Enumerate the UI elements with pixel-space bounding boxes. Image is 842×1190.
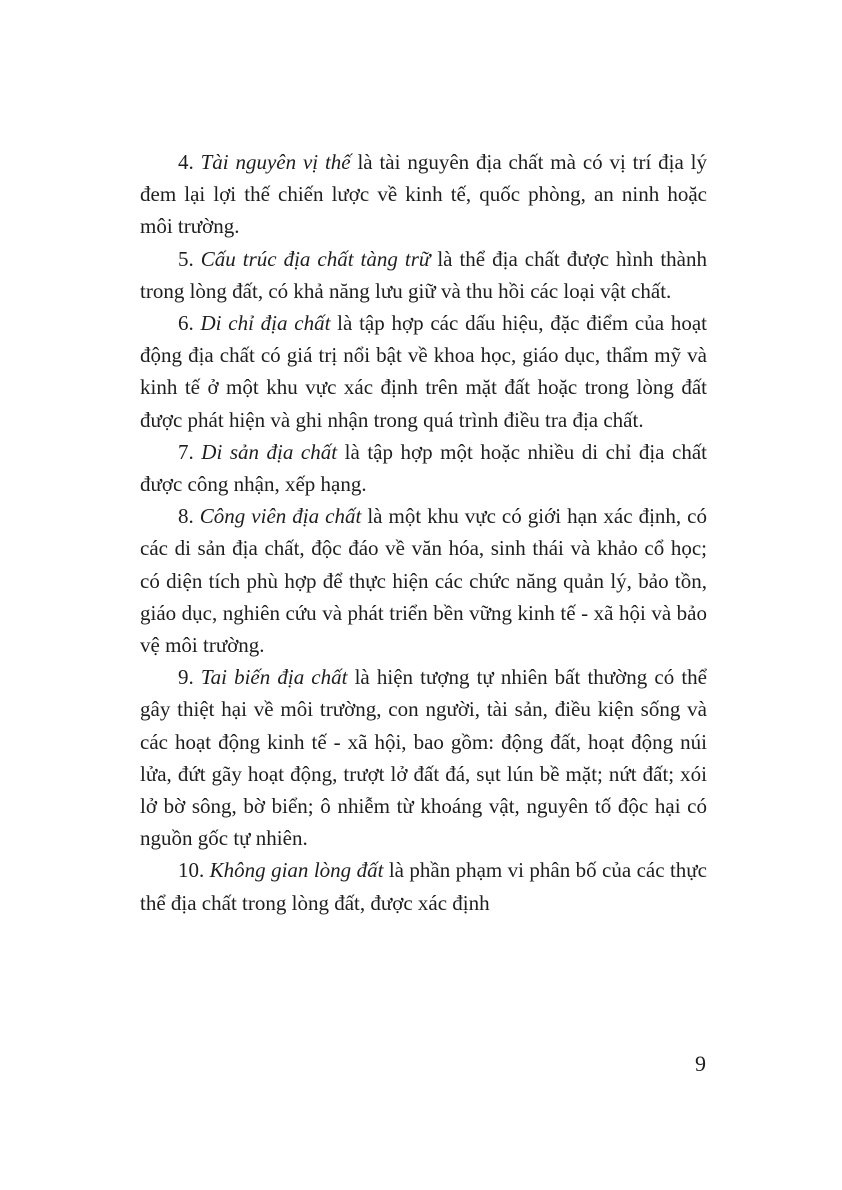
definition-text: là tập hợp một hoặc nhiều di chỉ địa chất được công nhận, xếp hạng.	[140, 439, 707, 497]
item-number: 5.	[178, 246, 201, 271]
defined-term: Tai biến địa chất	[200, 665, 348, 690]
page-number: 9	[695, 1051, 706, 1076]
item-number: 4.	[178, 150, 201, 174]
defined-term: Công viên địa chất	[199, 504, 362, 529]
definition-item-6	[140, 307, 707, 436]
definition-item-10	[140, 854, 707, 918]
defined-term: Di sản địa chất	[201, 439, 338, 464]
definition-text: là tài nguyên địa chất mà có vị trí địa lý đem lại lợi thế chiến lược về kinh tế, quốc phòng, an ninh hoặc môi trường.	[140, 150, 708, 239]
definition-item-7	[140, 436, 707, 500]
page-content	[140, 146, 707, 919]
definition-text: là một khu vực có giới hạn xác định, có các di sản địa chất, độc đáo về văn hóa, sinh thái và khảo cổ học; có diện tích phù hợp để thực hiện các chức năng quản lý, bảo tồn, giáo dục, nghiên cứu và phát triển bền vững kinh tế - xã hội và bảo vệ môi trường.	[140, 504, 707, 658]
definition-item-4	[140, 146, 707, 243]
defined-term: Không gian lòng đất	[209, 858, 384, 883]
defined-term: Tài nguyên vị thế	[200, 150, 351, 174]
item-number: 6.	[178, 311, 201, 336]
item-number: 7.	[178, 439, 202, 464]
definition-text: là hiện tượng tự nhiên bất thường có thể gây thiệt hại về môi trường, con người, tài sản, điều kiện sống và các hoạt động kinh tế - xã hội, bao gồm: động đất, hoạt động núi lửa, đứt gãy hoạt động, trượt lở đất đá, sụt lún bề mặt; nứt đất; xói lở bờ sông, bờ biển; ô nhiễm từ khoáng vật, nguyên tố độc hại có nguồn gốc tự nhiên.	[140, 665, 707, 851]
definition-item-5	[140, 243, 707, 307]
definition-item-9	[140, 661, 707, 854]
definition-item-8	[140, 500, 707, 661]
definition-text: là thể địa chất được hình thành trong lòng đất, có khả năng lưu giữ và thu hồi các loại vật chất.	[140, 246, 708, 303]
defined-term: Di chỉ địa chất	[200, 311, 331, 336]
definition-text: là tập hợp các dấu hiệu, đặc điểm của hoạt động địa chất có giá trị nổi bật về khoa học, giáo dục, thẩm mỹ và kinh tế ở một khu vực xác định trên mặt đất hoặc trong lòng đất được phát hiện và ghi nhận trong quá trình điều tra địa chất.	[140, 311, 707, 432]
item-number: 8.	[178, 504, 200, 529]
definition-text: là phần phạm vi phân bố của các thực thể địa chất trong lòng đất, được xác định	[140, 858, 708, 915]
item-number: 10.	[178, 858, 210, 883]
defined-term: Cấu trúc địa chất tàng trữ	[200, 246, 431, 271]
item-number: 9.	[178, 665, 201, 690]
